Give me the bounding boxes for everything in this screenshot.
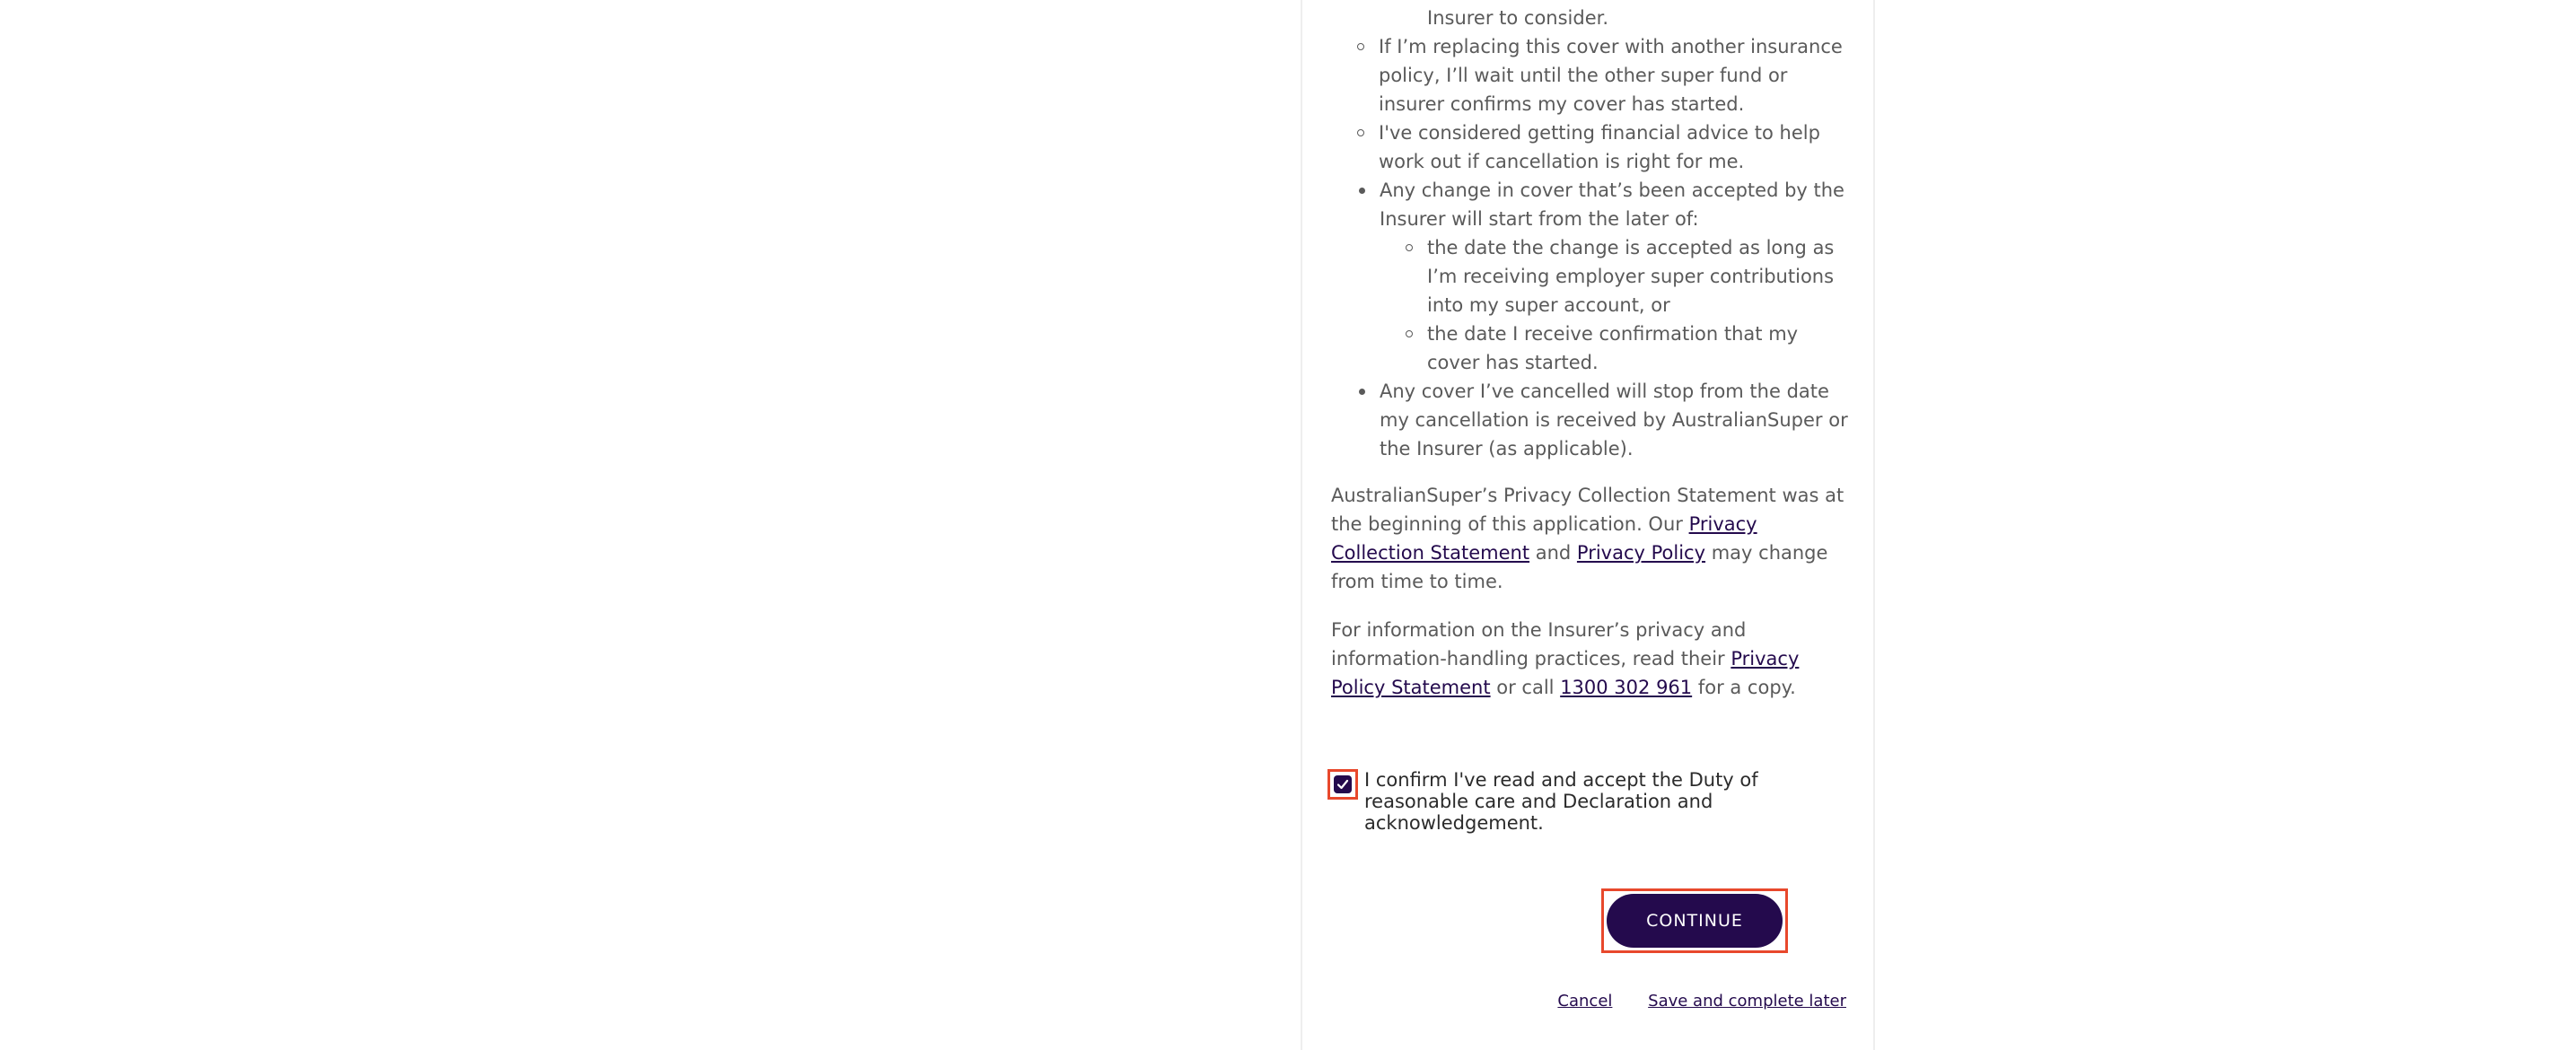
privacy-paragraph xyxy=(1331,481,1850,596)
insurer-phone-link[interactable]: 1300 302 961 xyxy=(1560,677,1693,698)
privacy-policy-link[interactable]: Privacy Policy xyxy=(1576,542,1706,564)
declaration-list xyxy=(1331,4,1850,463)
list-item: If I’m replacing this cover with another insurance policy, I’ll wait until the other super fund or insurer confirms my cover has started. xyxy=(1331,32,1850,118)
privacy-text xyxy=(1331,481,1850,596)
footer-links xyxy=(1527,991,1846,1012)
insurer-privacy-text-part: for a copy. xyxy=(1692,677,1796,698)
confirm-label[interactable]: I confirm I've read and accept the Duty of reasonable care and Declaration and acknowledgement. xyxy=(1364,769,1758,834)
sub-list-cancellation xyxy=(1331,32,1850,176)
list-item: the date the change is accepted as long as I’m receiving employer super contributions into my super account, or xyxy=(1380,233,1850,319)
confirm-checkbox[interactable] xyxy=(1334,775,1352,793)
privacy-text-part: and xyxy=(1529,542,1577,564)
list-item: Any cover I’ve cancelled will stop from the date my cancellation is received by AustralianSuper or the Insurer (as applicable). xyxy=(1331,377,1850,463)
list-item: I've considered getting financial advice to help work out if cancellation is right for me. xyxy=(1331,118,1850,176)
confirm-row xyxy=(1327,769,1857,834)
insurer-privacy-paragraph xyxy=(1331,616,1850,702)
privacy-collection-statement-link[interactable]: Privacy Collection Statement xyxy=(1331,513,1757,564)
privacy-text-part: AustralianSuper’s Privacy Collection Statement was at the beginning of this application. Our xyxy=(1331,485,1844,535)
check-icon xyxy=(1336,778,1349,791)
continue-button[interactable]: CONTINUE xyxy=(1607,894,1783,948)
list-item-tail: Insurer to consider. xyxy=(1427,7,1609,29)
privacy-policy-statement-link[interactable]: Privacy Policy Statement xyxy=(1331,648,1800,698)
insurer-privacy-text-part: or call xyxy=(1490,677,1561,698)
declaration-panel xyxy=(1301,0,1875,1050)
list-item xyxy=(1331,176,1850,377)
list-item: the date I receive confirmation that my cover has started. xyxy=(1380,319,1850,377)
confirm-checkbox-focus[interactable] xyxy=(1327,769,1358,800)
privacy-text-part: may change from time to time. xyxy=(1331,542,1828,592)
sub-list-change xyxy=(1380,233,1850,377)
insurer-privacy-text xyxy=(1331,616,1850,702)
list-item-text: Any change in cover that’s been accepted by the Insurer will start from the later of: xyxy=(1380,179,1844,230)
cancel-link[interactable]: Cancel xyxy=(1557,992,1613,1011)
save-and-complete-later-link[interactable]: Save and complete later xyxy=(1648,992,1846,1011)
insurer-privacy-text-part: For information on the Insurer’s privacy and information-handling practices, read their xyxy=(1331,619,1747,669)
continue-button-focus xyxy=(1601,888,1788,953)
main-list xyxy=(1331,176,1850,463)
